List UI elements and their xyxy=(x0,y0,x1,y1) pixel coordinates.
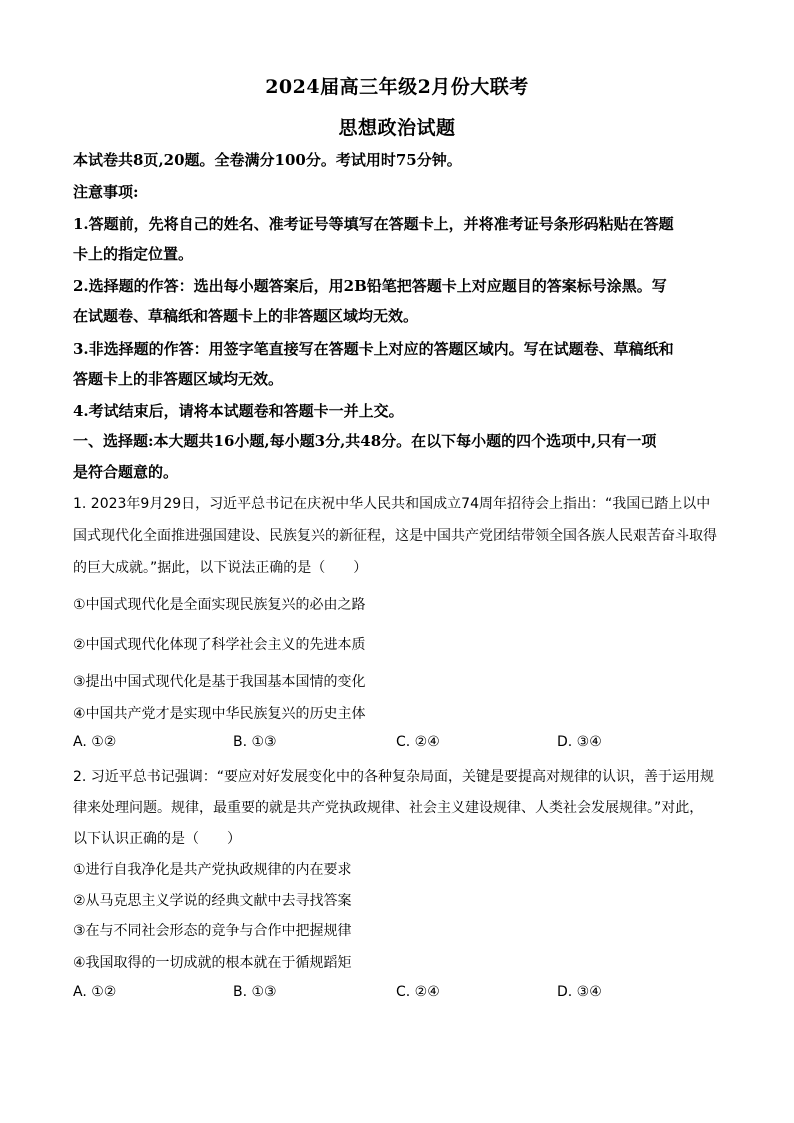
question-2-option-c[interactable]: C. ②④ xyxy=(396,984,440,1000)
notice-item-1-line-2: 卡上的指定位置。 xyxy=(73,245,194,263)
question-1-stem-line-1: 1. 2023年9月29日，习近平总书记在庆祝中华人民共和国成立74周年招待会上指出：“我国已踏上以中 xyxy=(73,496,711,512)
question-2-stem-line-1: 2. 习近平总书记强调：“要应对好发展变化中的各种复杂局面，关键是要提高对规律的认识，善于运用规 xyxy=(73,769,715,785)
question-2-option-d[interactable]: D. ③④ xyxy=(557,984,602,1000)
exam-intro: 本试卷共8页,20题。全卷满分100分。考试用时75分钟。 xyxy=(73,151,462,169)
section-heading-line-1: 一、选择题:本大题共16小题,每小题3分,共48分。在以下每小题的四个选项中,只有一项 xyxy=(73,432,657,450)
question-1-statement-1: ①中国式现代化是全面实现民族复兴的必由之路 xyxy=(73,597,366,613)
section-heading-line-2: 是符合题意的。 xyxy=(73,463,179,481)
question-2-statement-1: ①进行自我净化是共产党执政规律的内在要求 xyxy=(73,862,352,878)
exam-title: 2024届高三年级2月份大联考 xyxy=(265,76,529,98)
question-2-statement-3: ③在与不同社会形态的竞争与合作中把握规律 xyxy=(73,923,352,939)
notice-item-3-line-1: 3.非选择题的作答：用签字笔直接写在答题卡上对应的答题区域内。写在试题卷、草稿纸和 xyxy=(73,340,674,358)
question-2-stem-line-2: 律来处理问题。规律，最重要的就是共产党执政规律、社会主义建设规律、人类社会发展规律。”对此， xyxy=(73,800,704,816)
question-1-options xyxy=(73,734,723,754)
question-1-option-d[interactable]: D. ③④ xyxy=(557,734,602,750)
exam-subject: 思想政治试题 xyxy=(338,117,456,139)
notice-item-2-line-2: 在试题卷、草稿纸和答题卡上的非答题区域均无效。 xyxy=(73,307,419,325)
notice-heading: 注意事项: xyxy=(73,183,139,201)
question-2-options xyxy=(73,984,723,1004)
question-1-stem-line-3: 的巨大成就。”据此，以下说法正确的是（ ） xyxy=(73,560,368,576)
question-1-statement-3: ③提出中国式现代化是基于我国基本国情的变化 xyxy=(73,674,366,690)
question-2-stem-line-3: 以下认识正确的是（ ） xyxy=(73,831,241,847)
question-2-option-b[interactable]: B. ①③ xyxy=(233,984,277,1000)
question-1-statement-2: ②中国式现代化体现了科学社会主义的先进本质 xyxy=(73,637,366,653)
notice-item-4: 4.考试结束后，请将本试题卷和答题卡一并上交。 xyxy=(73,402,404,420)
question-2-statement-4: ④我国取得的一切成就的根本就在于循规蹈矩 xyxy=(73,955,352,971)
question-1-stem-line-2: 国式现代化全面推进强国建设、民族复兴的新征程，这是中国共产党团结带领全国各族人民艰苦奋斗取得 xyxy=(73,528,717,544)
question-2-option-a[interactable]: A. ①② xyxy=(73,984,117,1000)
question-1-option-b[interactable]: B. ①③ xyxy=(233,734,277,750)
notice-item-2-line-1: 2.选择题的作答：选出每小题答案后，用2B铅笔把答题卡上对应题目的答案标号涂黑。写 xyxy=(73,277,667,295)
notice-item-1-line-1: 1.答题前，先将自己的姓名、准考证号等填写在答题卡上，并将准考证号条形码粘贴在答题 xyxy=(73,215,674,233)
question-1-option-c[interactable]: C. ②④ xyxy=(396,734,440,750)
question-1-statement-4: ④中国共产党才是实现中华民族复兴的历史主体 xyxy=(73,706,366,722)
notice-item-3-line-2: 答题卡上的非答题区域均无效。 xyxy=(73,370,284,388)
question-2-statement-2: ②从马克思主义学说的经典文献中去寻找答案 xyxy=(73,893,352,909)
question-1-option-a[interactable]: A. ①② xyxy=(73,734,117,750)
